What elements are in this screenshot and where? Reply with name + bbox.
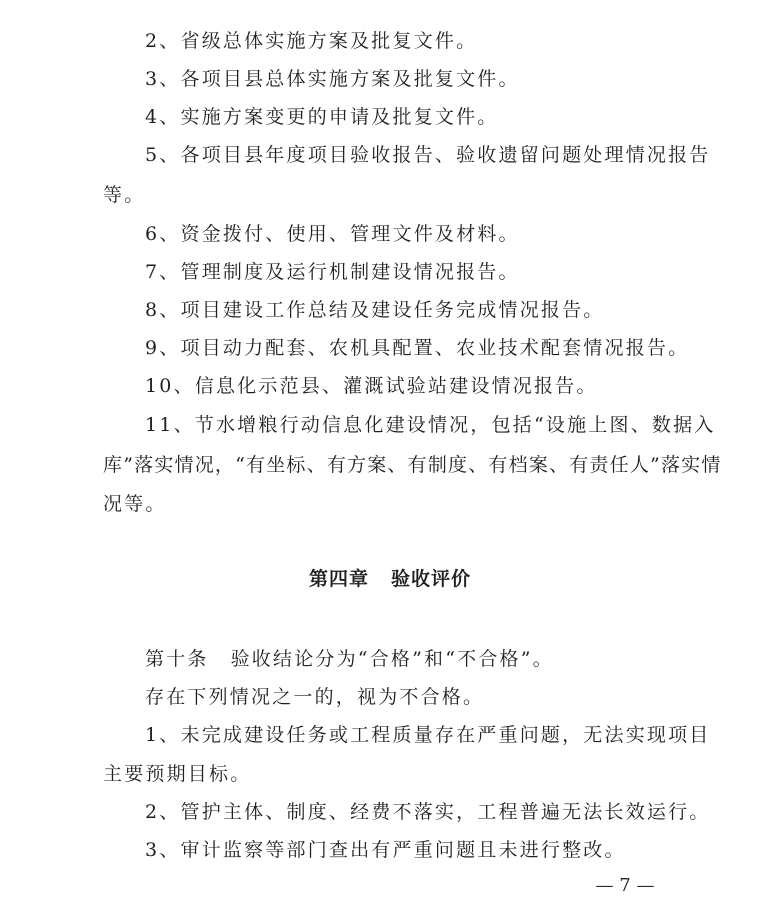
list-item-9: 9、项目动力配套、农机具配置、农业技术配套情况报告。 [145, 337, 690, 359]
list-item-11-line-2: 库”落实情况，“有坐标、有方案、有制度、有档案、有责任人”落实情 [103, 454, 722, 476]
list-item-10: 10、信息化示范县、灌溉试验站建设情况报告。 [145, 375, 598, 397]
condition-3: 3、审计监察等部门查出有严重问题且未进行整改。 [145, 839, 626, 861]
list-item-2: 2、省级总体实施方案及批复文件。 [145, 30, 478, 52]
condition-2: 2、管护主体、制度、经费不落实，工程普遍无法长效运行。 [145, 801, 711, 823]
list-item-11-line-3: 况等。 [103, 493, 167, 515]
list-item-5-line-1: 5、各项目县年度项目验收报告、验收遗留问题处理情况报告 [145, 144, 711, 166]
list-item-3: 3、各项目县总体实施方案及批复文件。 [145, 68, 520, 90]
chapter-heading [0, 567, 780, 591]
article-label: 第十条 [145, 648, 209, 670]
chapter-number: 第四章 [308, 568, 369, 590]
condition-1-line-1: 1、未完成建设任务或工程质量存在严重问题，无法实现项目 [145, 724, 711, 746]
condition-1-line-2: 主要预期目标。 [103, 763, 252, 785]
list-item-4: 4、实施方案变更的申请及批复文件。 [145, 106, 499, 128]
list-item-5-line-2: 等。 [103, 184, 146, 206]
article-10 [145, 647, 554, 671]
article-intro: 存在下列情况之一的，视为不合格。 [145, 686, 485, 708]
page-number: — 7 — [595, 875, 655, 896]
list-item-11-line-1: 11、节水增粮行动信息化建设情况，包括“设施上图、数据入 [145, 414, 716, 436]
article-text: 验收结论分为“合格”和“不合格”。 [230, 648, 554, 670]
list-item-7: 7、管理制度及运行机制建设情况报告。 [145, 261, 520, 283]
list-item-6: 6、资金拨付、使用、管理文件及材料。 [145, 223, 520, 245]
list-item-8: 8、项目建设工作总结及建设任务完成情况报告。 [145, 299, 605, 321]
chapter-title: 验收评价 [391, 568, 472, 590]
